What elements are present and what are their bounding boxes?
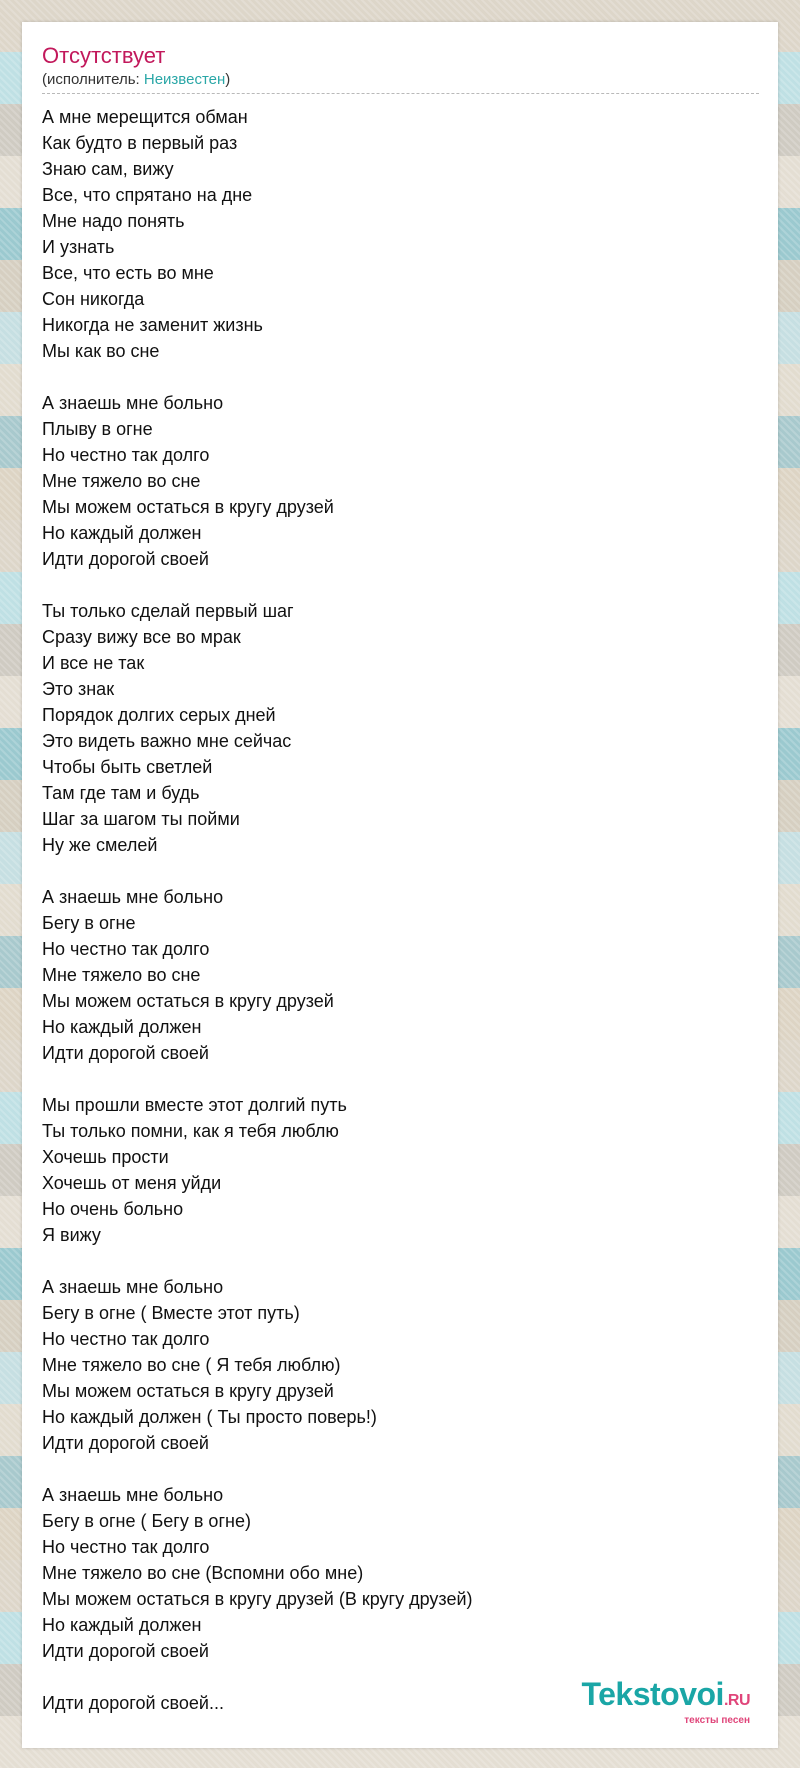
lyric-line [42,1456,742,1482]
lyric-line: Мне надо понять [42,211,185,231]
lyric-line: Бегу в огне ( Вместе этот путь) [42,1303,300,1323]
lyric-line: Все, что есть во мне [42,263,214,283]
artist-line [42,70,759,89]
lyric-line: Плыву в огне [42,419,153,439]
song-title: Отсутствует [42,43,166,68]
lyric-line: Мы можем остаться в кругу друзей [42,991,334,1011]
logo-wordmark [581,1677,750,1718]
artist-link[interactable]: Неизвестен [143,71,226,88]
lyric-line: Знаю сам, вижу [42,159,174,179]
lyrics-card [22,22,778,1748]
lyric-line: Мы прошли вместе этот долгий путь [42,1095,347,1115]
lyric-line: Но очень больно [42,1199,184,1219]
lyric-line: Идти дорогой своей... [42,1693,224,1713]
lyric-line: Идти дорогой своей [42,1433,209,1453]
lyric-line: Но честно так долго [42,445,210,465]
lyric-line: Но каждый должен [42,523,202,543]
lyric-line: А мне мерещится обман [42,107,248,127]
logo-tagline: тексты песен [684,1715,750,1726]
lyric-line: А знаешь мне больно [42,1277,224,1297]
site-logo[interactable] [581,1677,750,1726]
lyric-line: Но каждый должен [42,1017,202,1037]
lyric-line: Бегу в огне [42,913,136,933]
lyric-line [42,1066,742,1092]
lyric-line [42,858,742,884]
lyric-line: А знаешь мне больно [42,1485,224,1505]
lyric-line: Но честно так долго [42,1329,210,1349]
lyric-line: Я вижу [42,1225,101,1245]
logo-main-text: Tekstovoi [581,1676,724,1712]
lyric-line: Это видеть важно мне сейчас [42,731,292,751]
lyric-line: Никогда не заменит жизнь [42,315,263,335]
lyric-line: Мне тяжело во сне (Вспомни обо мне) [42,1563,364,1583]
lyric-line: Чтобы быть светлей [42,757,213,777]
lyrics-text [42,104,742,1716]
lyric-line: Мы можем остаться в кругу друзей [42,497,334,517]
lyric-line: Хочешь от меня уйди [42,1173,222,1193]
lyric-line: Это знак [42,679,115,699]
lyric-line: Шаг за шагом ты пойми [42,809,240,829]
song-header [42,42,759,94]
lyric-line: Мы как во сне [42,341,160,361]
lyric-line: Порядок долгих серых дней [42,705,276,725]
artist-suffix: ) [225,71,231,88]
lyric-line: Там где там и будь [42,783,200,803]
lyric-line: Мне тяжело во сне ( Я тебя люблю) [42,1355,341,1375]
lyric-line: Сразу вижу все во мрак [42,627,241,647]
lyric-line [42,1248,742,1274]
lyric-line: Бегу в огне ( Бегу в огне) [42,1511,251,1531]
lyric-line: Но честно так долго [42,939,210,959]
lyric-line: Мне тяжело во сне [42,471,201,491]
lyric-line: И все не так [42,653,145,673]
lyric-line: Все, что спрятано на дне [42,185,253,205]
lyric-line [42,364,742,390]
lyric-line: Как будто в первый раз [42,133,238,153]
lyric-line: Мне тяжело во сне [42,965,201,985]
lyric-line: А знаешь мне больно [42,393,224,413]
lyric-line: Ты только сделай первый шаг [42,601,294,621]
lyric-line: Мы можем остаться в кругу друзей [42,1381,334,1401]
logo-suffix: .RU [723,1692,750,1709]
lyric-line: Но честно так долго [42,1537,210,1557]
lyric-line: Но каждый должен [42,1615,202,1635]
lyric-line: Сон никогда [42,289,145,309]
lyric-line: Ты только помни, как я тебя люблю [42,1121,339,1141]
lyric-line: А знаешь мне больно [42,887,224,907]
artist-prefix: (исполнитель: [42,71,144,88]
lyric-line: И узнать [42,237,115,257]
lyric-line: Мы можем остаться в кругу друзей (В кругу друзей) [42,1589,473,1609]
lyric-line: Идти дорогой своей [42,1641,209,1661]
lyric-line: Хочешь прости [42,1147,169,1167]
lyric-line: Идти дорогой своей [42,1043,209,1063]
lyric-line: Ну же смелей [42,835,158,855]
lyric-line: Идти дорогой своей [42,549,209,569]
lyric-line [42,572,742,598]
lyric-line: Но каждый должен ( Ты просто поверь!) [42,1407,377,1427]
